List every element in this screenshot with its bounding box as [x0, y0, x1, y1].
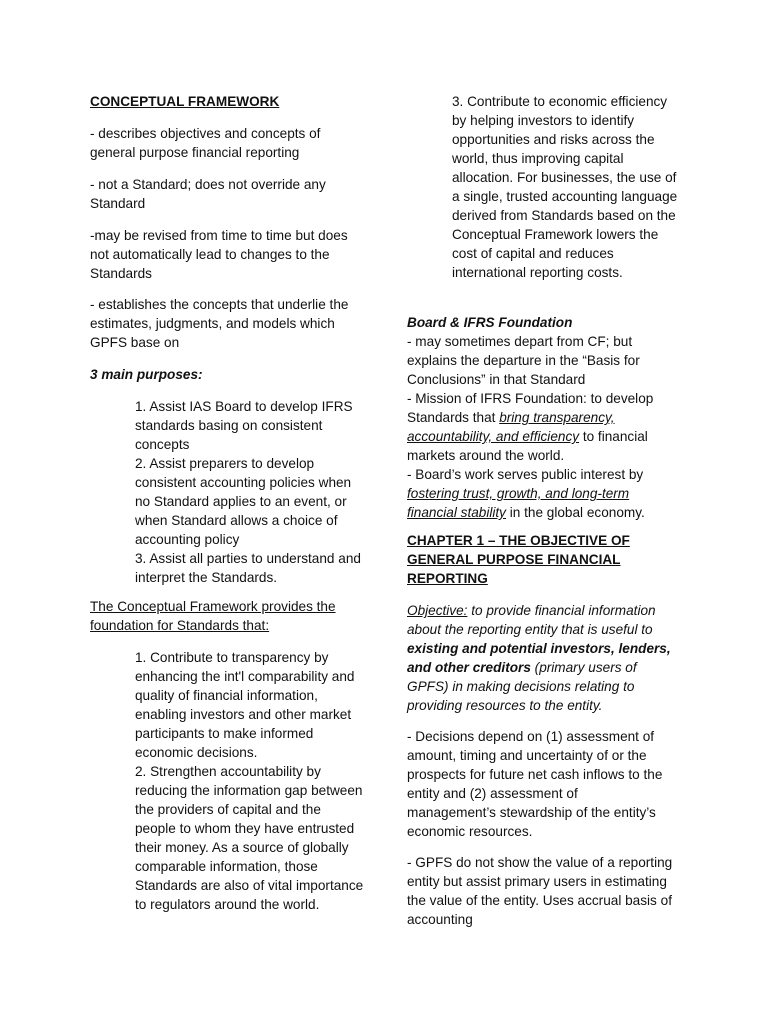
- board-section: [407, 332, 662, 522]
- chapter-1-heading: CHAPTER 1 – THE OBJECTIVE OF GENERAL PURPOSE FINANCIAL REPORTING: [407, 533, 630, 586]
- board-work-line: [407, 465, 662, 522]
- objective-text-1: to provide financial information about the reporting entity that is useful to: [407, 603, 656, 637]
- board-work-suffix: in the global economy.: [505, 505, 645, 520]
- objective-users: existing and potential investors, lenders, and other creditors: [407, 641, 671, 675]
- bullet-establishes: - establishes the concepts that underlie the estimates, judgments, and models which GPFS base on: [90, 297, 349, 350]
- mission-suffix: to financial markets around the world.: [407, 429, 648, 463]
- gpfs-paragraph: - GPFS do not show the value of a reporting entity but assist primary users in estimating the value of the entity. Uses accrual basis of accounting: [407, 855, 673, 927]
- purposes-heading: 3 main purposes:: [90, 367, 203, 382]
- bullet-describes: - describes objectives and concepts of general purpose financial reporting: [90, 126, 321, 160]
- board-heading: Board & IFRS Foundation: [407, 315, 573, 330]
- objective-label: Objective:: [407, 603, 468, 618]
- bullet-not-a-standard: - not a Standard; does not override any Standard: [90, 177, 326, 211]
- conceptual-framework-heading: CONCEPTUAL FRAMEWORK: [90, 94, 280, 109]
- objective-paragraph: [407, 601, 677, 715]
- board-work-prefix: - Board’s work serves public interest by: [407, 467, 644, 482]
- foundation-item-3: 3. Contribute to economic efficiency by helping investors to identify opportunities and risks across the world, thus improving capital allocation. For businesses, the use of a single, trusted accounting language derived from Standards based on the Conceptual Framework lowers the cost of capital and reduces international reporting costs.: [452, 94, 678, 280]
- foundation-list: [135, 648, 365, 914]
- foundation-item-1: 1. Contribute to transparency by enhancing the int'l comparability and quality of financial information, enabling investors and other market participants to make informed economic decisions.: [135, 650, 355, 760]
- purposes-list: [135, 397, 365, 587]
- foundation-item-2: 2. Strengthen accountability by reducing the information gap between the providers of capital and the people to whom they have entrusted their money. As a source of globally comparable information, those Standards are also of vital importance to regulators around the world.: [135, 764, 364, 912]
- board-depart-line: - may sometimes depart from CF; but explains the departure in the “Basis for Conclusions” in that Standard: [407, 334, 640, 387]
- foundation-heading: The Conceptual Framework provides the foundation for Standards that:: [90, 599, 336, 633]
- board-work-emphasis: fostering trust, growth, and long-term financial stability: [407, 486, 630, 520]
- objective-text-2: (primary users of GPFS) in making decisions relating to providing resources to the entity.: [407, 660, 637, 713]
- decisions-paragraph: - Decisions depend on (1) assessment of amount, timing and uncertainty of or the prospects for future net cash inflows to the entity and (2) assessment of management’s stewardship of the entity’s economic resources.: [407, 729, 663, 839]
- purpose-item-1: 1. Assist IAS Board to develop IFRS standards basing on consistent concepts: [135, 399, 353, 452]
- bullet-may-be-revised: -may be revised from time to time but does not automatically lead to changes to the Standards: [90, 228, 348, 281]
- mission-prefix: - Mission of IFRS Foundation: to develop Standards that: [407, 391, 654, 425]
- mission-line: [407, 389, 662, 465]
- mission-emphasis: bring transparency, accountability, and efficiency: [407, 410, 615, 444]
- purpose-item-3: 3. Assist all parties to understand and interpret the Standards.: [135, 551, 361, 585]
- purpose-item-2: 2. Assist preparers to develop consistent accounting policies when no Standard applies to an event, or when Standard allows a choice of accounting policy: [135, 456, 352, 547]
